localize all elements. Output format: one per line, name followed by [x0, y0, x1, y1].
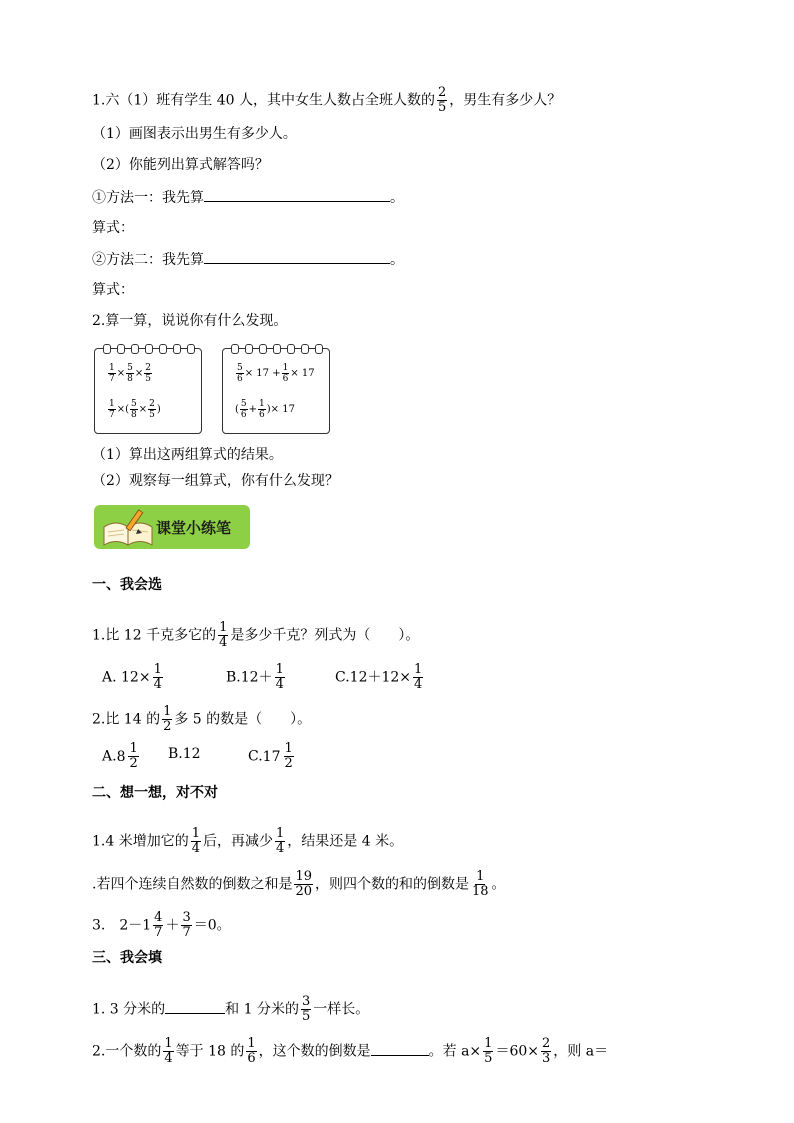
q2-sub2: （2）观察每一组算式，你有什么发现？	[92, 473, 339, 489]
q1-method1: ①方法一：我先算 。	[92, 187, 404, 208]
sec2-l3: 3. 2－1 $\frac{4}{7}$ ＋ $\frac{3}{7}$ ＝0。	[92, 910, 231, 940]
expression-row: $\frac{1}{7}$ ×( $\frac{5}{8}$ × $\frac{2}{5}$ )	[109, 399, 161, 420]
q1-stem	[92, 86, 561, 115]
expression-card-1	[94, 348, 202, 434]
option-c[interactable]: C. 17 1 2	[248, 741, 293, 771]
answer-blank[interactable]	[204, 249, 390, 264]
q2-sub1: （1）算出这两组算式的结果。	[92, 447, 283, 463]
expression-card-2	[222, 348, 330, 434]
q1-text-b: ，男生有多少人？	[449, 92, 562, 109]
section-3-title: 三、我会填	[92, 950, 162, 966]
expression-row: $\frac{5}{6}$ × 17 + $\frac{1}{6}$ × 17	[237, 363, 315, 384]
section-1-title: 一、我会选	[92, 577, 162, 593]
answer-blank[interactable]	[371, 1041, 429, 1056]
fraction: $\frac{1}{4}$	[219, 620, 228, 650]
option-a[interactable]: A. 12× $\frac{1}{4}$	[102, 662, 162, 692]
book-pencil-icon	[98, 505, 156, 549]
q1-calc2: 算式：	[92, 282, 134, 298]
badge-label: 课堂小练笔	[156, 519, 232, 537]
expression-row: $\frac{1}{7}$ × $\frac{5}{8}$ × $\frac{2}{5}$	[109, 363, 151, 384]
q1-calc1: 算式：	[92, 220, 134, 236]
expression-row: ( 5 6 + $\frac{1}{6}$ )× 17	[235, 399, 295, 420]
fraction: $\frac{1}{2}$	[163, 704, 172, 734]
q1-sub2: （2）你能列出算式解答吗？	[92, 157, 269, 173]
option-c[interactable]: C.12＋12× $\frac{1}{4}$	[335, 662, 423, 692]
section-2-title: 二、想一想，对不对	[92, 785, 218, 801]
answer-blank[interactable]	[204, 187, 390, 202]
sec3-l1: 1. 3 分米的 和 1 分米的 $\frac{3}{5}$ 一样长。	[92, 994, 370, 1024]
option-b[interactable]: B.12	[168, 746, 201, 762]
answer-blank[interactable]	[165, 999, 225, 1014]
q1-sub1: （1）画图表示出男生有多少人。	[92, 126, 297, 142]
q1-text-a: 1.六（1）班有学生 40 人，其中女生人数占全班人数的	[92, 92, 435, 109]
sec3-l2: 2.一个数的 $\frac{1}{4}$ 等于 18 的 $\frac{1}{6}$ ，这个数的倒数是 。若 a× $\frac{1}{5}$ ＝60× $\frac{2}{3}$ ，则 a＝	[92, 1036, 609, 1066]
fraction: $\frac{2}{5}$	[437, 85, 447, 115]
sec1-q1: 1.比 12 千克多它的 $\frac{1}{4}$ 是多少千克？列式为（ ）。	[92, 620, 420, 650]
sec2-l2: .若四个连续自然数的倒数之和是 $\frac{19}{20}$ ，则四个数的和的倒数是 $\frac{1}{18}$ 。	[92, 869, 506, 899]
q1-method2: ②方法二：我先算 。	[92, 249, 404, 270]
option-b[interactable]: B.12＋ $\frac{1}{4}$	[226, 662, 284, 692]
sec1-q2: 2.比 14 的 $\frac{1}{2}$ 多 5 的数是（ ）。	[92, 704, 312, 734]
practice-badge	[94, 505, 250, 549]
option-a[interactable]: A. 8 1 2	[102, 741, 138, 771]
sec2-l1: 1.4 米增加它的 $\frac{1}{4}$ 后，再减少 $\frac{1}{4}$ ，结果还是 4 米。	[92, 826, 404, 856]
q2-title: 2.算一算，说说你有什么发现。	[92, 313, 288, 329]
